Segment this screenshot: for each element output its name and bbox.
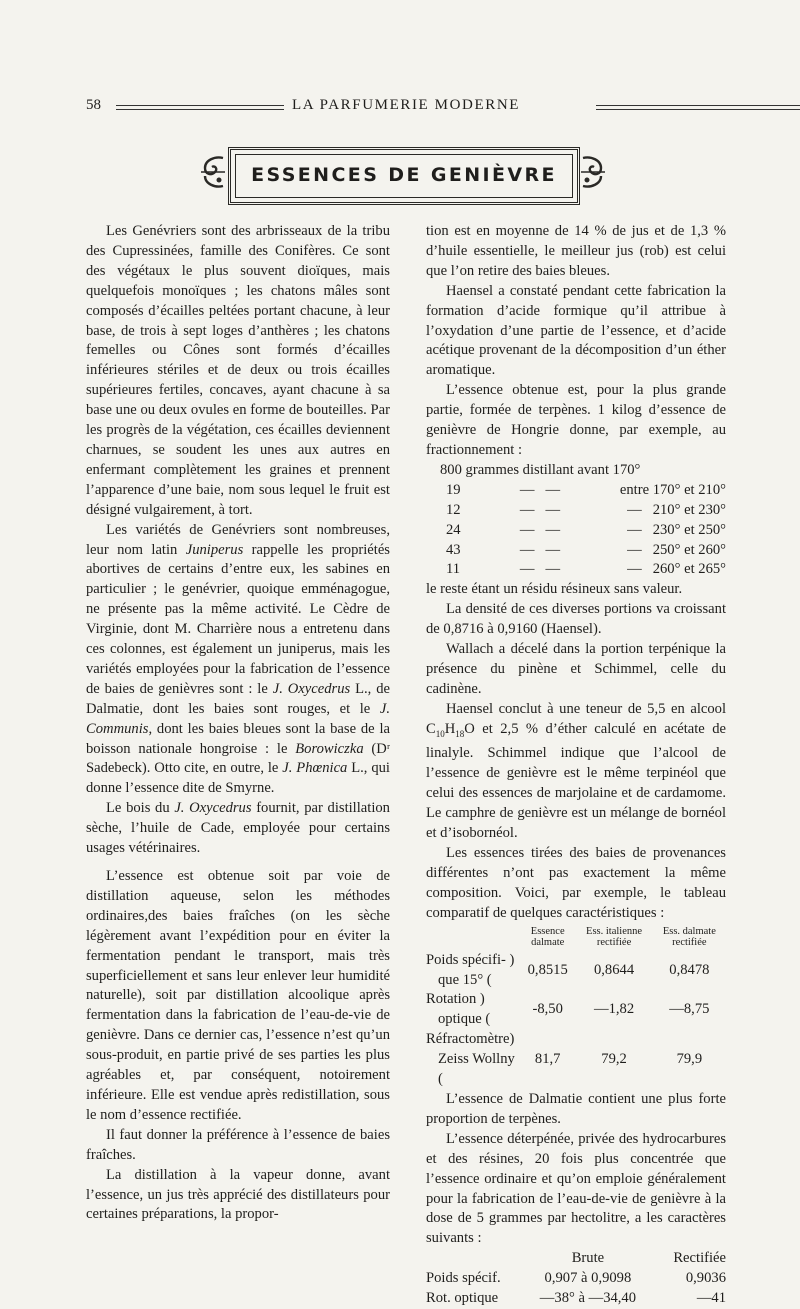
paragraph: Les variétés de Genévriers sont nombreuses, leur nom latin Juniperus rappelle les propriétés abortives de certains d’entre eux, les sabines en particulier ; le genévrier, quoique emménagogue, ne présente pas la même activité. Le Cèdre de Virginie, dont M. Charrière nous a entretenu dans ces colonnes, est également un juniperus, mais les variétés employées pour la fabrication de l’essence de baies de genièvres sont : le J. Oxycedrus L., de Dalmatie, dont les baies sont rouges, et le J. Communis, dont les baies bleues sont la base de la boisson nationale hongroise : le Borowiczka (Dʳ Sadebeck). Otto cite, en outre, le J. Phœnica L., qui donne l’essence dite de Smyrne. [86,521,390,797]
table-row: 19 — — entre 170° et 210° [446,481,726,498]
table-cell: —1,82 [593,1001,635,1018]
row-label: Réfractomètre) Zeiss Wollny ( [426,1031,515,1088]
table-cell: 81,7 [534,1051,561,1068]
journal-title: LA PARFUMERIE MODERNE [284,97,528,113]
table-cell: -8,50 [532,1001,563,1018]
table-cell: 0,8515 [527,961,568,978]
table-row [426,990,726,1030]
paragraph: tion est en moyenne de 14 % de jus et de 1,3 % d’huile essentielle, le meilleur jus (rob) est celui que l’on retire des baies bleues. [426,223,726,279]
running-header [86,97,726,117]
paragraph: L’essence est obtenue soit par voie de distillation aqueuse, selon les méthodes ordinaires,des baies fraîches (on les sèche légèrement avant l’expédition pour en éviter la fermentation pendant le transport, mais très superficiellement et sans leur enlever leur humidité naturelle), soit par distillation alcoolique après fermentation dans la fabrication de l’eau-de-vie de genièvre. Dans ce dernier cas, l’essence n’est qu’un sous-produit, en partie privé de ses parties les plus agréables et, par conséquent, notoirement inférieure. Elle est vendue après redistillation, sous le nom d’essence rectifiée. [86,868,390,1123]
left-column [86,222,390,1225]
paragraph: le reste étant un résidu résineux sans valeur. [426,581,683,598]
fleuron-right-icon [579,152,609,192]
right-column [426,222,726,1309]
table-row: Poids spécif. 0,907 à 0,9098 0,9036 [426,1270,726,1287]
comparison-table [426,926,726,1090]
title-frame [228,147,580,205]
table-cell: —8,75 [669,1001,710,1018]
row-label: Rotation ) optique ( [426,991,491,1028]
paragraph: La distillation à la vapeur donne, avant l’essence, un jus très apprécié des distillateurs pour certaines préparations, la propor- [86,1166,390,1223]
column-header: Ess. dalmate rectifiée [662,925,716,948]
paragraph: Le bois du J. Oxycedrus fournit, par distillation sèche, l’huile de Cade, employée pour certains usages vétérinaires. [86,800,390,857]
final-characteristics-table [426,1249,726,1309]
paragraph: Les Genévriers sont des arbrisseaux de la tribu des Cupressinées, famille des Conifères. Ce sont des végétaux le plus souvent dioïques, mais quelquefois monoïques ; les chatons mâles sont composés d’écailles peltées portant chacune, à leur base, de trois à sept loges d’anthères ; les chatons femelles ou Cônes sont formés d’écailles inférieures stériles et de deux ou trois écailles supérieures fertiles, concaves, ayant chacune à sa base une ou deux ovules en forme de bouteilles. Par les progrès de la végétation, ces écailles deviennent charnues, se soudent les unes aux autres en enfermant complètement les graines et prennent l’apparence d’une baie, nom sous lequel le fruit est désigné vulgairement, à tort. [86,223,390,518]
article-title: ESSENCES DE GENIÈVRE [251,164,557,186]
table-row: 800 grammes distillant avant 170° [440,461,641,478]
fleuron-left-icon [197,152,227,192]
paragraph: Haensel a constaté pendant cette fabrication la formation d’acide formique qu’il attribue à l’oxydation d’une partie de l’essence, et d’acide acétique provenant de la décomposition d’un éther aromatique. [426,282,726,379]
table-cell: 0,8644 [593,961,635,978]
distillation-table [426,461,726,580]
column-header: Essence dalmate [530,925,565,948]
table-row: 12 — — — 210° et 230° [446,501,726,518]
table-cell: 0,8478 [669,961,710,978]
table-row: 24 — — — 230° et 250° [446,521,726,538]
row-label: Poids spécifi- ) que 15° ( [426,951,515,988]
table-row: 11 — — — 260° et 265° [446,561,726,578]
table-row [426,1030,726,1090]
table-row [426,951,726,991]
paragraph: La densité de ces diverses portions va croissant de 0,8716 à 0,9160 (Haensel). [426,601,726,638]
table-row: 43 — — — 250° et 260° [446,541,726,558]
paragraph: Il faut donner la préférence à l’essence de baies fraîches. [86,1126,390,1163]
paragraph: Haensel conclut à une teneur de 5,5 en alcool $C_{10}H_{18}O$ et 2,5 % d’éther calculé en acétate de linalyle. Schimmel indique que l’alcool de l’essence de genièvre est le même terpinéol que celui des essences de marjolaine et de cardamome. Le camphre de genièvre est un mélange de bornéol et d’isobornéol. [426,700,726,842]
paragraph: L’essence déterpénée, privée des hydrocarbures et des résines, 20 fois plus concentrée que l’essence ordinaire et qu’on emploie généralement pour la fabrication de l’eau-de-vie de genièvre à la dose de 5 grammes par hectolitre, a les caractères suivants : [426,1130,726,1247]
table-cell: 79,2 [601,1051,627,1068]
page-number: 58 [86,97,101,113]
column-header: Ess. italienne rectifiée [586,925,643,948]
table-row: Rot. optique —38° à —34,40 —41 [426,1290,726,1307]
column-header: Brute [571,1250,605,1267]
paragraph: L’essence obtenue est, pour la plus grande partie, formée de terpènes. 1 kilog d’essence de genièvre de Hongrie donne, par exemple, au fractionnement : [426,382,726,458]
table-cell: 79,9 [676,1051,703,1068]
paragraph: Wallach a décelé dans la portion terpénique la présence du pinène et Schimmel, celle du cadinène. [426,641,726,697]
paragraph: Les essences tirées des baies de provenances différentes n’ont pas exactement la même composition. Voici, par exemple, le tableau comparatif de quelques caractéristiques : [426,845,726,921]
paragraph: L’essence de Dalmatie contient une plus forte proportion de terpènes. [426,1090,726,1127]
column-header: Rectifiée [673,1250,726,1267]
